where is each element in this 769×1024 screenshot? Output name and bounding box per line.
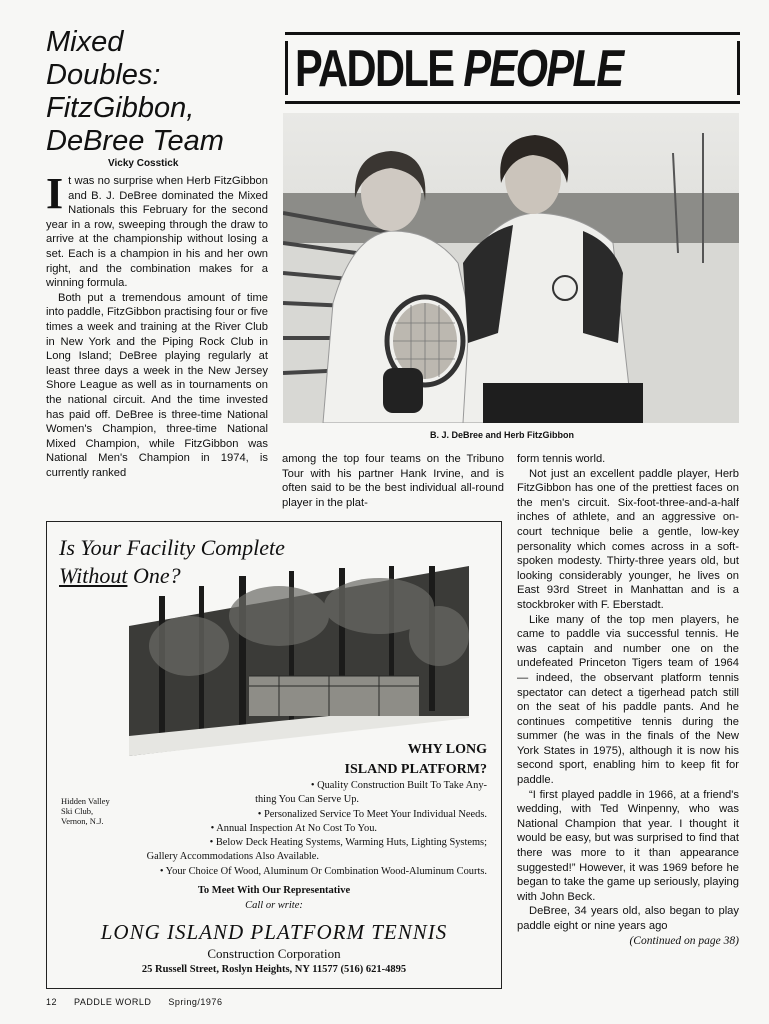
ad-headline-line: Is Your Facility Complete: [59, 535, 285, 560]
ad-bullet: • Quality Construction Built To Take Any-: [310, 780, 487, 791]
ad-subhead-line: WHY LONG: [407, 742, 487, 757]
masthead-title: [295, 39, 622, 99]
magazine-name: PADDLE WORLD: [74, 997, 152, 1007]
ad-company-sub: Construction Corporation: [207, 946, 341, 961]
credit-line: Hidden Valley: [61, 796, 110, 806]
masthead-bar: [285, 41, 288, 95]
ad-company-name: LONG ISLAND PLATFORM TENNIS: [100, 920, 448, 944]
byline: Vicky Cosstick: [108, 158, 179, 169]
ad-meet: To Meet With Our Representative: [197, 885, 351, 896]
court-photo: [129, 566, 469, 756]
paragraph-text: t was no surprise when Herb FitzGibbon and B. J. DeBree dominated the Mixed Nationals this February for the second year in a row, sweeping through the draw to arrive at the championship without losing a set. Each is a champion in his and her own right, and the combination makes for a winning formula.: [46, 175, 268, 290]
article-column-1: [46, 169, 269, 480]
article-headline: [46, 26, 286, 158]
ad-bullet-list: [47, 779, 487, 879]
masthead-word: PADDLE: [295, 40, 454, 98]
ad-headline-rest: One?: [127, 563, 181, 588]
ad-subhead: [345, 740, 487, 780]
ad-call: Call or write:: [245, 900, 303, 911]
ad-bullet: thing You Can Serve Up.: [255, 794, 359, 806]
ad-bullet: Gallery Accommodations Also Available.: [146, 851, 319, 863]
credit-line: Vernon, N.J.: [61, 816, 104, 826]
article-paragraph: among the top four teams on the Tribuno Tour with his partner Hank Irvine, and is often said to be the best individual all-round player in the plat-: [282, 453, 504, 509]
article-paragraph: [46, 169, 268, 291]
masthead-word: PEOPLE: [463, 40, 623, 98]
masthead-bar: [737, 41, 740, 95]
headline-line: FitzGibbon,: [46, 92, 195, 124]
page-footer: [46, 997, 236, 1007]
ad-bullet: • Personalized Service To Meet Your Individual Needs.: [257, 808, 487, 820]
headline-line: Doubles:: [46, 59, 161, 91]
page-number: 12: [46, 997, 58, 1007]
headline-line: DeBree Team: [46, 125, 224, 157]
advertisement: [46, 521, 502, 989]
ad-subhead-line: ISLAND PLATFORM?: [344, 762, 487, 777]
article-paragraph: form tennis world.: [517, 453, 606, 465]
article-paragraph: Not just an excellent paddle player, Herb FitzGibbon has one of the prettiest faces on the men's circuit. Six-foot-three-and-a-half inches of athlete, and an aggressive on-court technique belie a gentle, low-key personality which comes across in a soft-spoken modesty. Thirty-three years old, but looking considerably younger, he lives on East 93rd Street in Manhattan and is a stockbroker with F. Eberstadt.: [517, 467, 739, 611]
headline-line: Mixed: [46, 26, 124, 58]
credit-line: Ski Club,: [61, 806, 94, 816]
article-paragraph: Both put a tremendous amount of time into paddle, FitzGibbon practising four or five times a week and training at the River Club in New York and the Piping Rock Club in Long Island; DeBree playing regularly at least three days a week in the New Jersey Shore League as well as in tournaments on the national circuit. And the time invested has paid off. DeBree is three-time National Women's Champion, three-time National Mixed Champion, while FitzGibbon was National Men's Champion in 1974, is currently ranked: [46, 291, 269, 479]
issue-date: Spring/1976: [168, 997, 223, 1007]
article-paragraph: “I first played paddle in 1966, at a friend's wedding, with Ted Winpenny, who was National Champion that year. I thought it would be easy, but was surprised to find that there was more to it than appearance suggested!” However, it was 1969 before he began to take the game up seriously, playing with John Beck.: [517, 788, 739, 903]
ad-bullet: • Below Deck Heating Systems, Warming Huts, Lighting Systems;: [209, 837, 487, 849]
article-paragraph: DeBree, 34 years old, also began to play paddle eight or nine years ago: [517, 905, 739, 932]
ad-address: 25 Russell Street, Roslyn Heights, NY 11577 (516) 621-4895: [141, 964, 407, 975]
ad-headline-underlined: Without: [59, 563, 128, 588]
article-column-2: [282, 452, 504, 510]
continued-note: (Continued on page 38): [629, 934, 739, 947]
players-photo: [283, 113, 739, 423]
drop-cap: I: [46, 169, 64, 218]
photo-caption: B. J. DeBree and Herb FitzGibbon: [430, 430, 575, 440]
article-paragraph: Like many of the top men players, he came to paddle via successful tennis. He was captain and number one on the undefeated Princeton Tigers team of 1964 — indeed, the observant platform tennis spectator can detect a tigerhead patch still on the seat of his paddle pants. And he continues competitive tennis during the summer (he was in the finals of the New York States in 1975), although it is now his second sport, enabling him to keep fit for paddle.: [517, 613, 739, 787]
section-masthead: [285, 32, 740, 104]
ad-bullet: • Your Choice Of Wood, Aluminum Or Combination Wood-Aluminum Courts.: [159, 865, 487, 877]
article-column-3: [517, 452, 739, 948]
ad-bullet: • Annual Inspection At No Cost To You.: [210, 822, 377, 834]
